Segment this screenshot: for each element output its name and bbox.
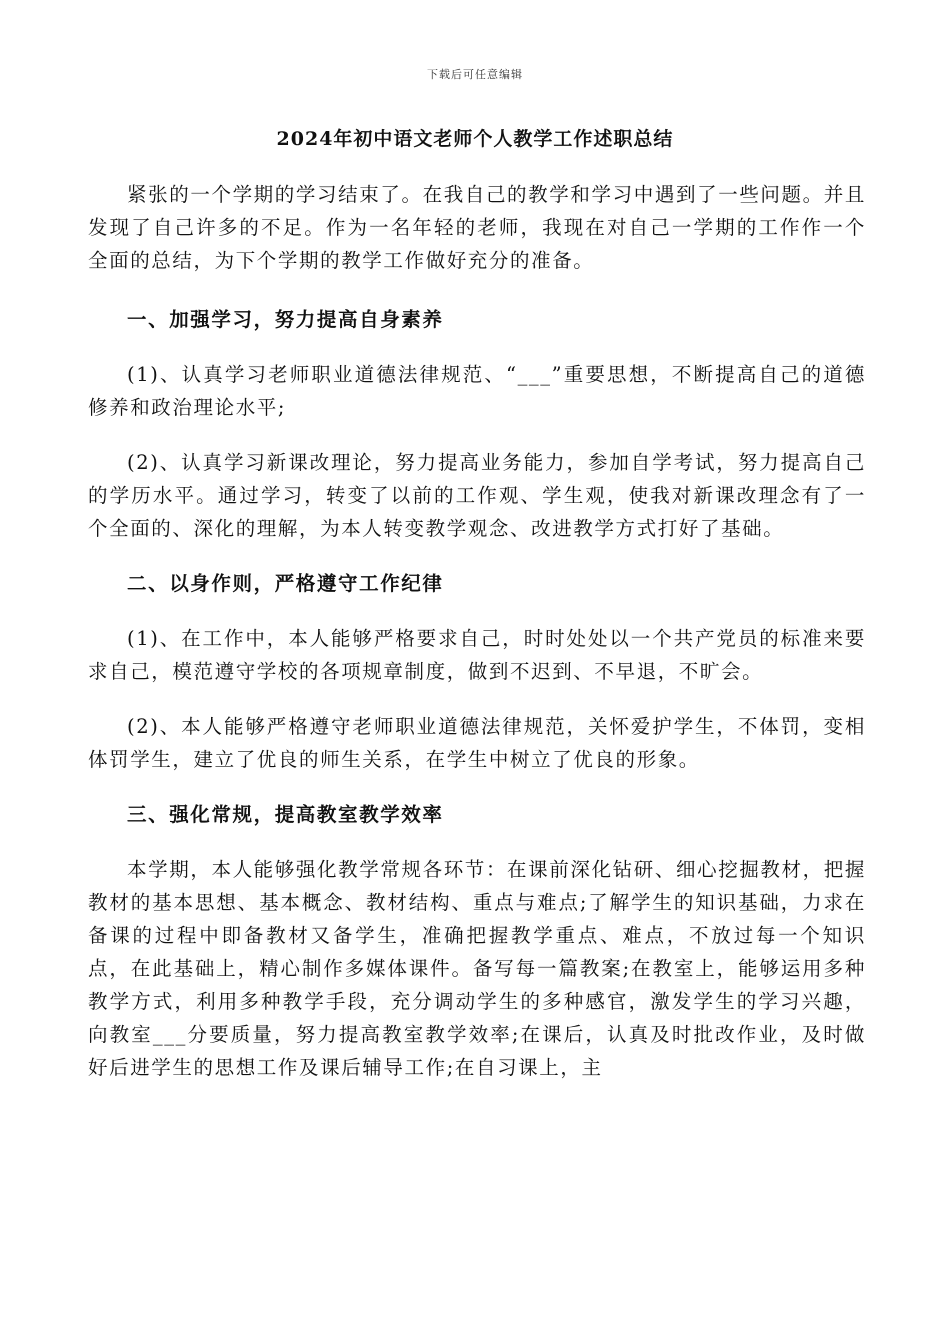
document-body [88, 178, 866, 1106]
section-3-paragraph-1: 本学期，本人能够强化教学常规各环节：在课前深化钻研、细心挖掘教材，把握教材的基本思想、基本概念、教材结构、重点与难点;了解学生的知识基础，力求在备课的过程中即备教材又备学生，准确把握教学重点、难点，不放过每一个知识点，在此基础上，精心制作多媒体课件。备写每一篇教案;在教室上，能够运用多种教学方式，利用多种教学手段，充分调动学生的多种感官，激发学生的学习兴趣，向教室___分要质量，努力提高教室教学效率;在课后，认真及时批改作业，及时做好后进学生的思想工作及课后辅导工作;在自习课上，主 [88, 858, 866, 1079]
intro-paragraph: 紧张的一个学期的学习结束了。在我自己的教学和学习中遇到了一些问题。并且发现了自己许多的不足。作为一名年轻的老师，我现在对自己一学期的工作作一个全面的总结，为下个学期的教学工作做好充分的准备。 [88, 183, 866, 272]
section-heading-1: 一、加强学习，努力提高自身素养 [127, 308, 444, 331]
section-2-paragraph-1: (1)、在工作中，本人能够严格要求自己，时时处处以一个共产党员的标准来要求自己，模范遵守学校的各项规章制度，做到不迟到、不早退，不旷会。 [88, 627, 866, 683]
document-title: 2024年初中语文老师个人教学工作述职总结 [276, 128, 674, 150]
section-heading-3: 三、强化常规，提高教室教学效率 [127, 803, 444, 826]
section-heading-2: 二、以身作则，严格遵守工作纪律 [127, 572, 444, 595]
header-note: 下载后可任意编辑 [427, 68, 523, 81]
section-1-paragraph-1: (1)、认真学习老师职业道德法律规范、“___”重要思想，不断提高自己的道德修养和政治理论水平; [88, 363, 866, 419]
section-2-paragraph-2: (2)、本人能够严格遵守老师职业道德法律规范，关怀爱护学生，不体罚，变相体罚学生，建立了优良的师生关系，在学生中树立了优良的形象。 [88, 715, 866, 771]
section-1-paragraph-2: (2)、认真学习新课改理论，努力提高业务能力，参加自学考试，努力提高自己的学历水平。通过学习，转变了以前的工作观、学生观，使我对新课改理念有了一个全面的、深化的理解，为本人转变教学观念、改进教学方式打好了基础。 [88, 451, 866, 540]
